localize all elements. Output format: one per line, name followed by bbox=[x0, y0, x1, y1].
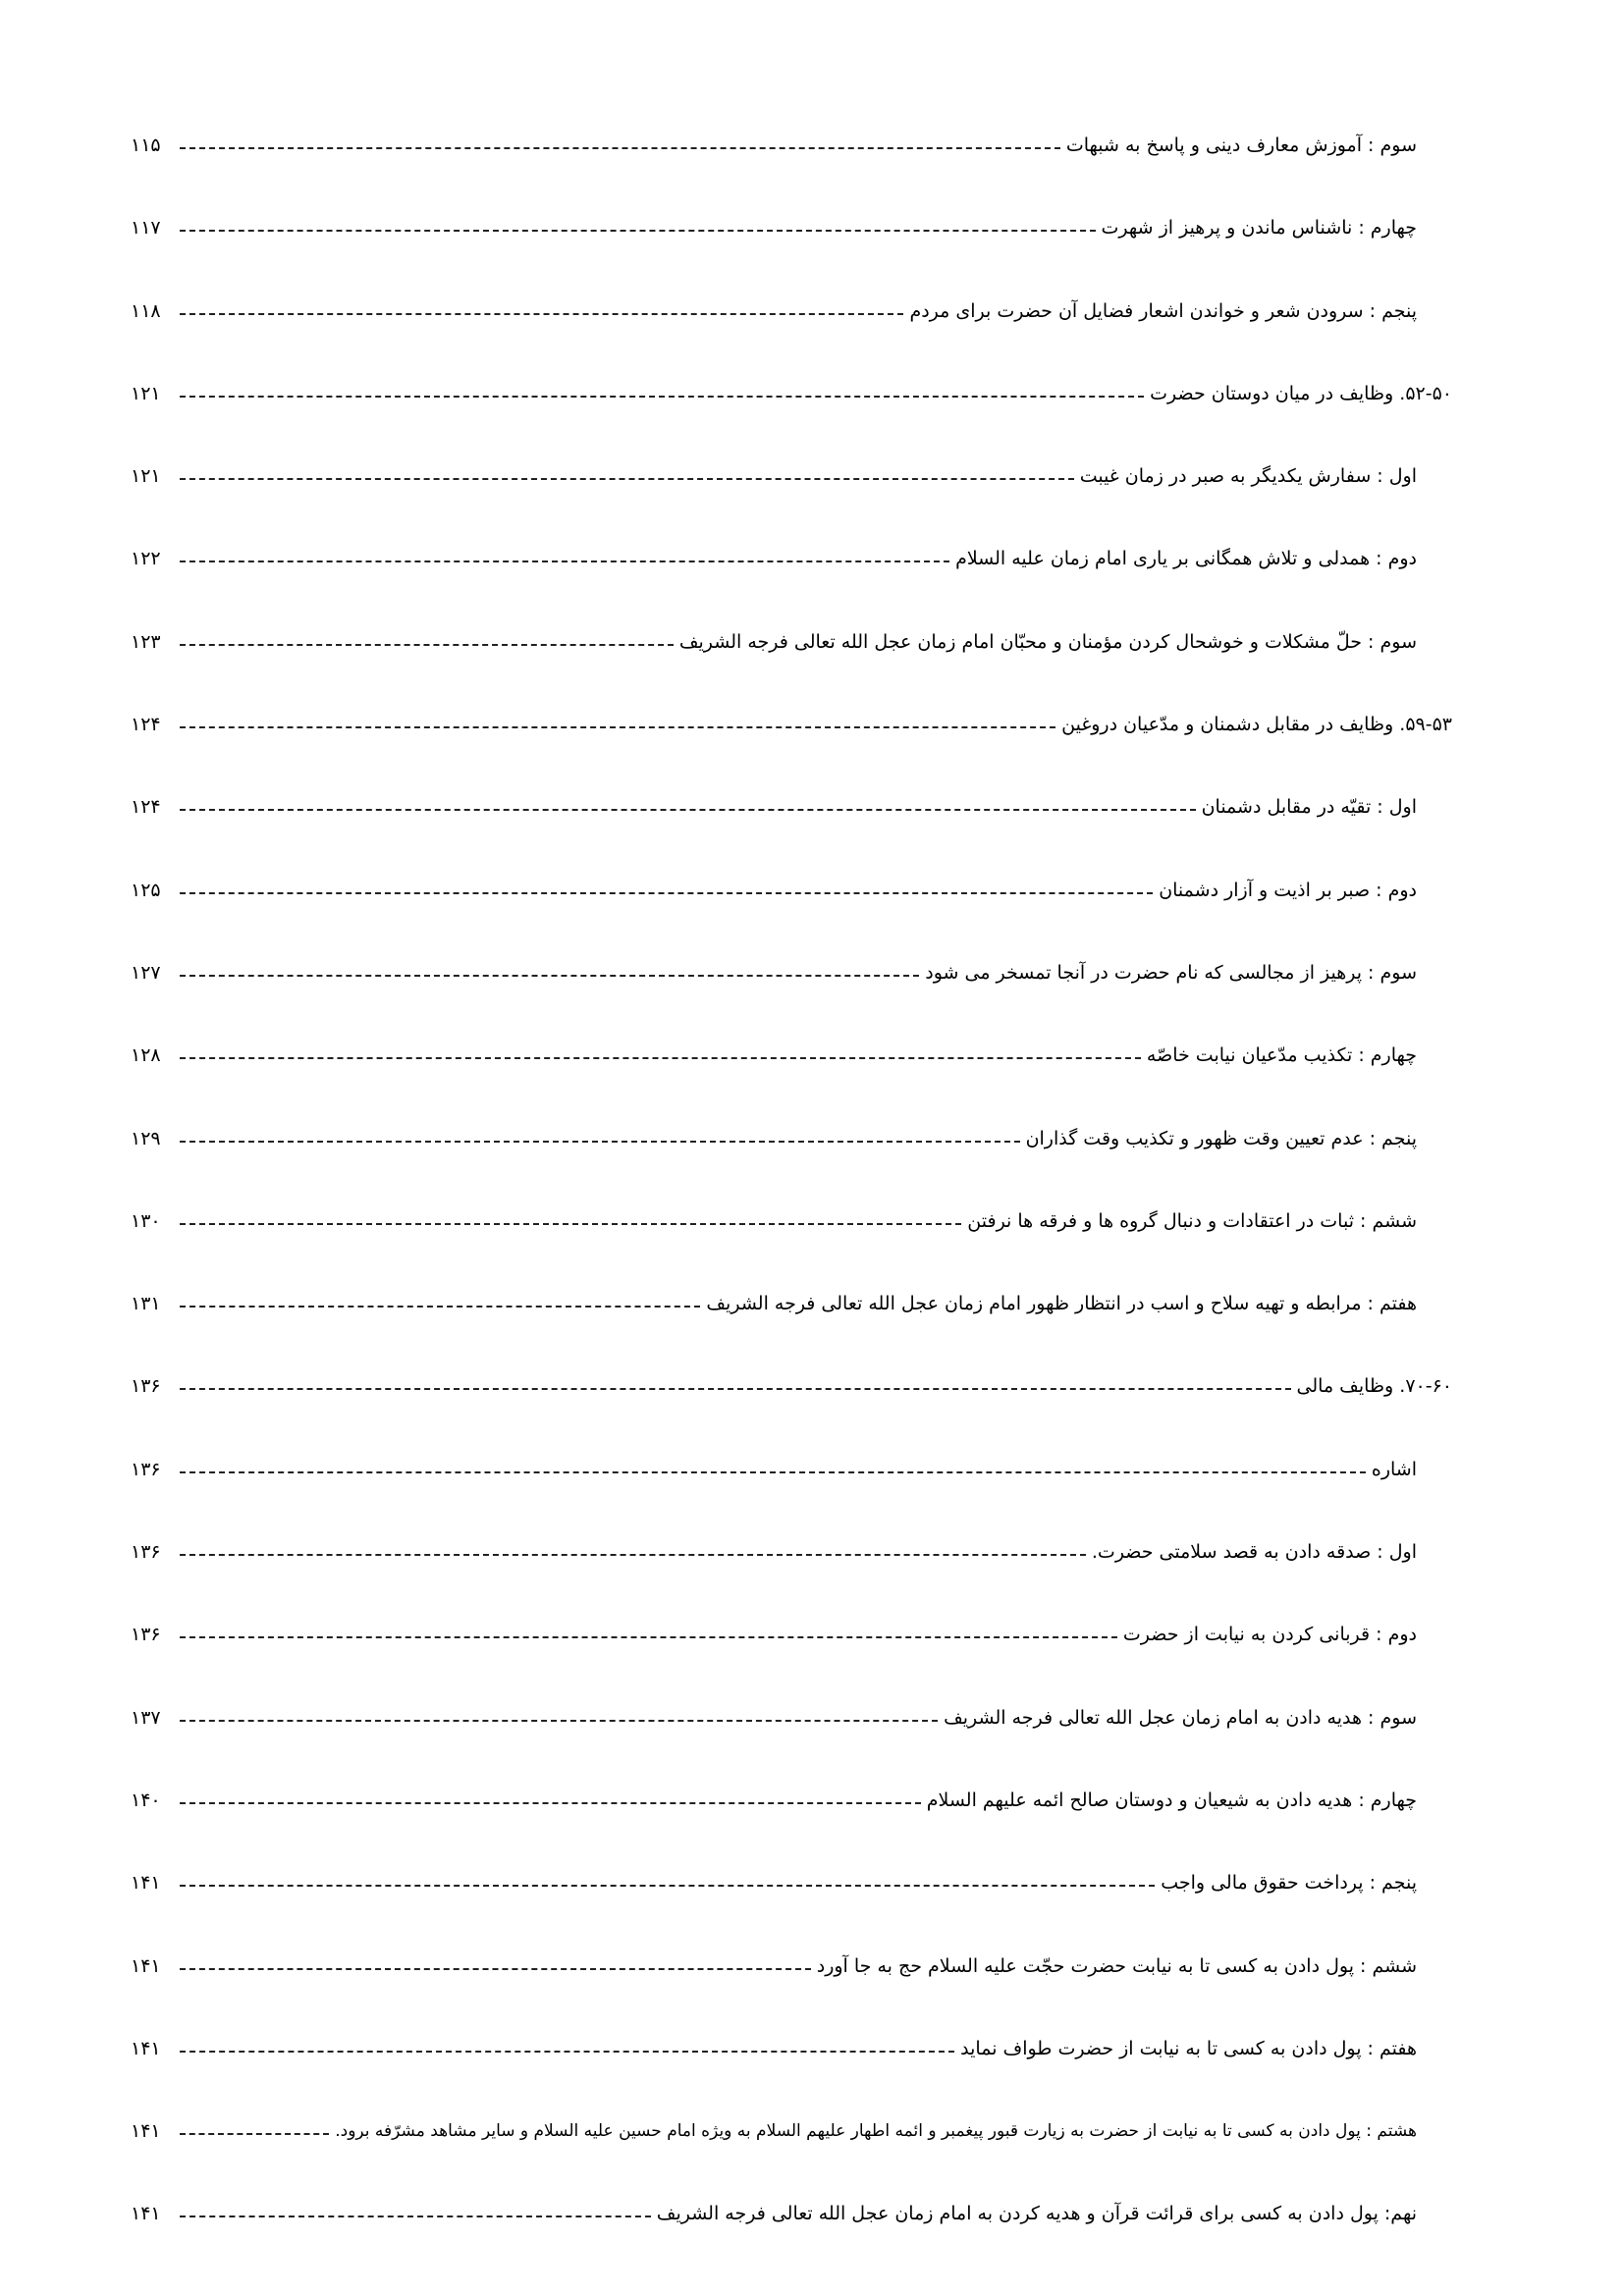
toc-entry-page: ۱۲۴ bbox=[131, 796, 161, 819]
toc-entry-page: ۱۴۱ bbox=[131, 2037, 161, 2059]
toc-entry-page: ۱۲۵ bbox=[131, 879, 161, 901]
toc-entry-page: ۱۳۰ bbox=[131, 1209, 161, 1232]
dot-leader bbox=[180, 809, 1196, 811]
dot-leader bbox=[180, 726, 1055, 728]
toc-entry-page: ۱۳۶ bbox=[131, 1541, 161, 1564]
dot-leader bbox=[180, 2133, 329, 2135]
toc-entry-title: سوم : هدیه دادن به امام زمان عجل الله تعالی فرجه الشریف bbox=[944, 1706, 1417, 1729]
toc-entry-page: ۱۴۱ bbox=[131, 1872, 161, 1895]
toc-entry-title: پنجم : سرودن شعر و خواندن اشعار فضایل آن حضرت برای مردم bbox=[909, 299, 1417, 322]
toc-entry-title: چهارم : تکذیب مدّعیان نیابت خاصّه bbox=[1146, 1044, 1417, 1067]
dot-leader bbox=[180, 2216, 651, 2217]
toc-entry-title: هفتم : پول دادن به کسی تا به نیابت از حضرت طواف نماید bbox=[960, 2037, 1417, 2059]
toc-row[interactable] bbox=[131, 1435, 1452, 1518]
dot-leader bbox=[180, 230, 1096, 232]
toc-entry-page: ۱۳۶ bbox=[131, 1375, 161, 1398]
toc-entry-title: سوم : آموزش معارف دینی و پاسخ به شبهات bbox=[1065, 134, 1417, 156]
toc-entry-page: ۱۲۸ bbox=[131, 1044, 161, 1067]
dot-leader bbox=[180, 1802, 921, 1804]
toc-entry-title: دوم : همدلی و تلاش همگانی بر یاری امام زمان علیه السلام bbox=[955, 548, 1417, 570]
toc-row[interactable] bbox=[131, 856, 1452, 938]
dot-leader bbox=[180, 1885, 1155, 1887]
toc-entry-title: ۷۰-۶۰. وظایف مالی bbox=[1296, 1375, 1452, 1398]
toc-entry-title: اول : تقیّه در مقابل دشمنان bbox=[1201, 796, 1417, 819]
dot-leader bbox=[180, 1720, 938, 1722]
toc-entry-title: سوم : پرهیز از مجالسی که نام حضرت در آنجا تمسخر می شود bbox=[925, 961, 1417, 984]
dot-leader bbox=[180, 1636, 1117, 1638]
toc-entry-title: ششم : ثبات در اعتقادات و دنبال گروه ها و فرقه ها نرفتن bbox=[967, 1209, 1417, 1232]
dot-leader bbox=[180, 1141, 1020, 1143]
toc-row[interactable] bbox=[131, 608, 1452, 690]
toc-row[interactable] bbox=[131, 938, 1452, 1021]
toc-row[interactable] bbox=[131, 1021, 1452, 1103]
dot-leader bbox=[180, 396, 1144, 398]
toc-entry-title: چهارم : هدیه دادن به شیعیان و دوستان صالح ائمه علیهم السلام bbox=[926, 1789, 1417, 1811]
dot-leader bbox=[180, 975, 919, 977]
toc-row[interactable] bbox=[131, 1269, 1452, 1352]
dot-leader bbox=[180, 1388, 1291, 1390]
toc-entry-page: ۱۳۶ bbox=[131, 1624, 161, 1646]
toc-entry-page: ۱۱۵ bbox=[131, 134, 161, 156]
toc-row[interactable] bbox=[131, 1848, 1452, 1931]
toc-entry-page: ۱۳۶ bbox=[131, 1458, 161, 1480]
dot-leader bbox=[180, 313, 903, 315]
toc-section-row[interactable] bbox=[131, 359, 1452, 442]
toc-entry-title: ۵۲-۵۰. وظایف در میان دوستان حضرت bbox=[1150, 382, 1452, 404]
toc-entry-title: سوم : حلّ مشکلات و خوشحال کردن مؤمنان و محبّان امام زمان عجل الله تعالی فرجه الشریف bbox=[678, 630, 1417, 653]
toc-entry-title: هفتم : مرابطه و تهیه سلاح و اسب در انتظار ظهور امام زمان عجل الله تعالی فرجه الشریف bbox=[706, 1293, 1417, 1315]
toc-row[interactable] bbox=[131, 2097, 1452, 2179]
toc-row[interactable] bbox=[131, 2179, 1452, 2262]
toc-entry-title: اشاره bbox=[1371, 1458, 1417, 1480]
toc-row[interactable] bbox=[131, 193, 1452, 276]
table-of-contents bbox=[131, 111, 1452, 2263]
dot-leader bbox=[180, 1968, 811, 1970]
toc-entry-page: ۱۱۷ bbox=[131, 217, 161, 240]
toc-row[interactable] bbox=[131, 1518, 1452, 1600]
toc-entry-title: ششم : پول دادن به کسی تا به نیابت حضرت حجّت علیه السلام حج به جا آورد bbox=[816, 1954, 1417, 1977]
toc-entry-title: دوم : صبر بر اذیت و آزار دشمنان bbox=[1159, 879, 1417, 901]
toc-entry-page: ۱۴۱ bbox=[131, 2203, 161, 2225]
dot-leader bbox=[180, 147, 1060, 149]
toc-entry-title: هشتم : پول دادن به کسی تا به نیابت از حضرت به زیارت قبور پیغمبر و ائمه اطهار علیهم السلام به ویژه امام حسین علیه السلام و سایر مشاهد مشرّفه برود. bbox=[335, 2121, 1417, 2142]
dot-leader bbox=[180, 1554, 1086, 1556]
toc-section-row[interactable] bbox=[131, 1352, 1452, 1434]
toc-entry-title: دوم : قربانی کردن به نیابت از حضرت bbox=[1122, 1624, 1417, 1646]
toc-entry-page: ۱۴۱ bbox=[131, 1954, 161, 1977]
dot-leader bbox=[180, 1057, 1141, 1059]
toc-row[interactable] bbox=[131, 442, 1452, 524]
toc-row[interactable] bbox=[131, 1766, 1452, 1848]
toc-row[interactable] bbox=[131, 1683, 1452, 1766]
toc-entry-page: ۱۳۱ bbox=[131, 1293, 161, 1315]
dot-leader bbox=[180, 644, 674, 646]
toc-row[interactable] bbox=[131, 1600, 1452, 1682]
toc-entry-title: اول : سفارش یکدیگر به صبر در زمان غیبت bbox=[1079, 465, 1417, 488]
dot-leader bbox=[180, 478, 1074, 480]
dot-leader bbox=[180, 892, 1153, 894]
dot-leader bbox=[180, 561, 949, 562]
toc-section-row[interactable] bbox=[131, 690, 1452, 773]
toc-entry-page: ۱۲۱ bbox=[131, 465, 161, 488]
toc-row[interactable] bbox=[131, 2014, 1452, 2097]
toc-row[interactable] bbox=[131, 524, 1452, 607]
dot-leader bbox=[180, 1306, 700, 1308]
toc-entry-page: ۱۴۱ bbox=[131, 2120, 161, 2143]
toc-entry-page: ۱۲۴ bbox=[131, 714, 161, 736]
toc-row[interactable] bbox=[131, 1187, 1452, 1269]
toc-row[interactable] bbox=[131, 1104, 1452, 1187]
toc-entry-page: ۱۱۸ bbox=[131, 299, 161, 322]
toc-entry-title: پنجم : پرداخت حقوق مالی واجب bbox=[1161, 1872, 1417, 1895]
toc-row[interactable] bbox=[131, 277, 1452, 359]
toc-entry-page: ۱۲۱ bbox=[131, 382, 161, 404]
toc-row[interactable] bbox=[131, 1932, 1452, 2014]
toc-entry-title: اول : صدقه دادن به قصد سلامتی حضرت. bbox=[1091, 1541, 1417, 1564]
toc-entry-page: ۱۳۷ bbox=[131, 1706, 161, 1729]
dot-leader bbox=[180, 1223, 961, 1225]
toc-entry-page: ۱۲۲ bbox=[131, 548, 161, 570]
toc-entry-page: ۱۴۰ bbox=[131, 1789, 161, 1811]
toc-entry-title: چهارم : ناشناس ماندن و پرهیز از شهرت bbox=[1101, 217, 1417, 240]
toc-entry-page: ۱۲۹ bbox=[131, 1127, 161, 1149]
dot-leader bbox=[180, 2051, 954, 2053]
toc-entry-title: نهم: پول دادن به کسی برای قرائت قرآن و هدیه کردن به امام زمان عجل الله تعالی فرجه الشریف bbox=[656, 2203, 1417, 2225]
toc-entry-title: پنجم : عدم تعیین وقت ظهور و تکذیب وقت گذاران bbox=[1025, 1127, 1417, 1149]
toc-entry-title: ۵۹-۵۳. وظایف در مقابل دشمنان و مدّعیان دروغین bbox=[1061, 714, 1452, 736]
toc-row[interactable] bbox=[131, 773, 1452, 855]
toc-entry-page: ۱۲۷ bbox=[131, 961, 161, 984]
toc-row[interactable] bbox=[131, 111, 1452, 193]
toc-entry-page: ۱۲۳ bbox=[131, 630, 161, 653]
dot-leader bbox=[180, 1471, 1366, 1473]
